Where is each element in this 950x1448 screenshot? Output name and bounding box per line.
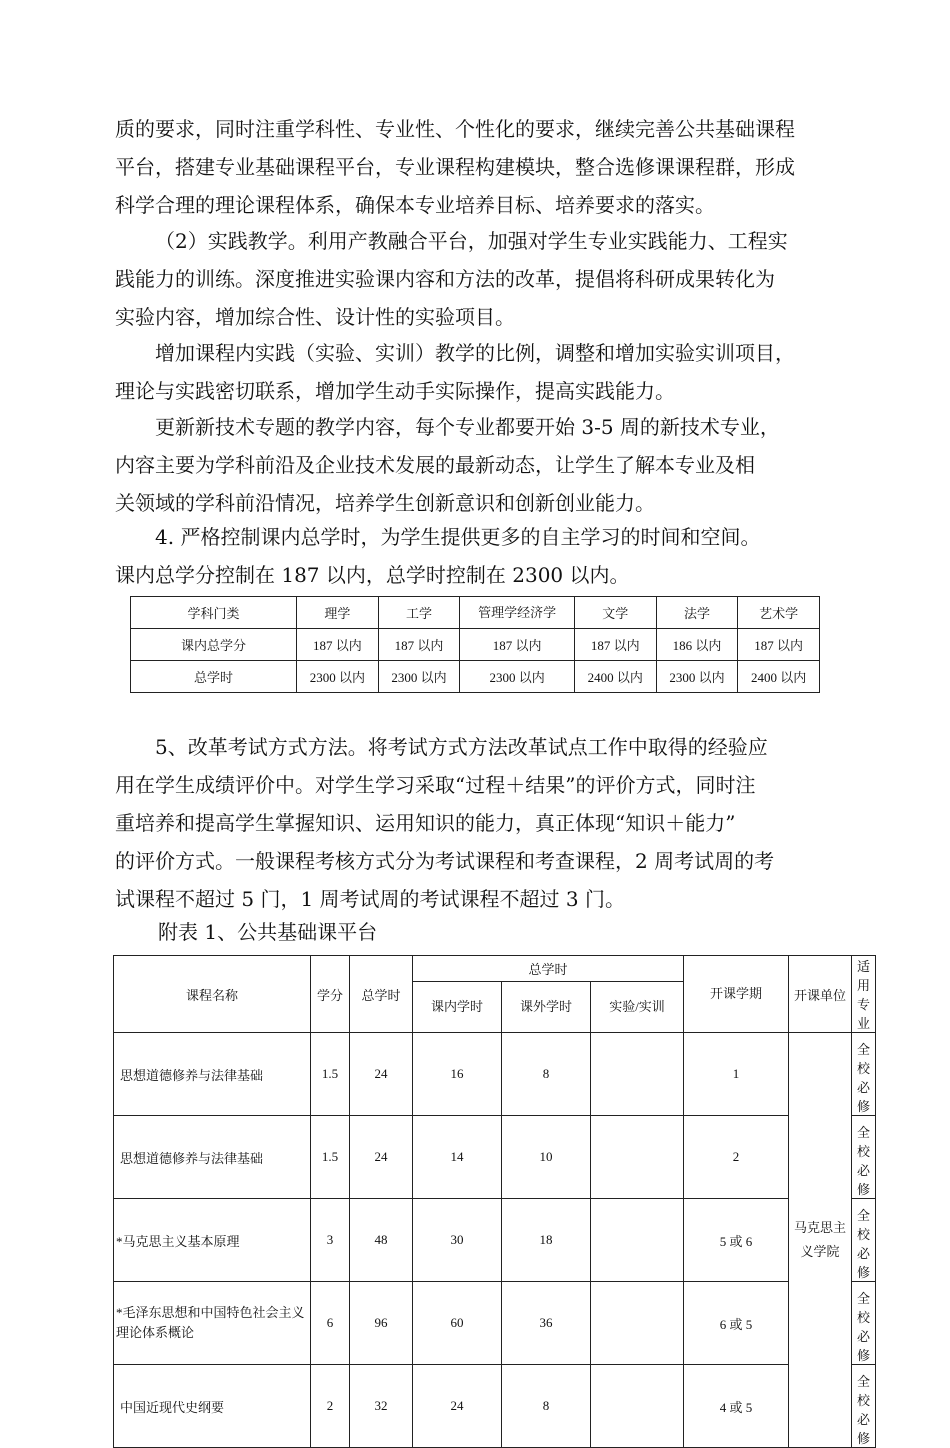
paragraph-6 xyxy=(115,728,837,918)
table-cell: 学科门类 xyxy=(131,597,297,629)
table-row xyxy=(114,1033,876,1116)
text-line: 更新新技术专题的教学内容，每个专业都要开始 3-5 周的新技术专业， xyxy=(155,415,780,439)
text-line: 增加课程内实践（实验、实训）教学的比例，调整和增加实验实训项目， xyxy=(155,341,795,365)
table-cell: 187 以内 xyxy=(297,629,379,661)
text-line: 用在学生成绩评价中。对学生学习采取“过程＋结果”的评价方式，同时注 xyxy=(115,773,756,797)
text-line: 关领域的学科前沿情况，培养学生创新意识和创新创业能力。 xyxy=(115,491,655,515)
course-in: 24 xyxy=(413,1365,502,1448)
course-semester: 2 xyxy=(684,1116,789,1199)
course-total: 24 xyxy=(350,1116,413,1199)
course-semester: 6 或 5 xyxy=(684,1282,789,1365)
course-total: 24 xyxy=(350,1033,413,1116)
header-hours-group: 总学时 xyxy=(413,956,684,982)
course-major: 全校必修 xyxy=(852,1282,876,1365)
course-total: 32 xyxy=(350,1365,413,1448)
text-line: 试课程不超过 5 门，1 周考试周的考试课程不超过 3 门。 xyxy=(115,887,625,911)
credit-hours-table xyxy=(130,596,820,693)
header-credits: 学分 xyxy=(311,956,350,1033)
table-cell: 187 以内 xyxy=(574,629,656,661)
course-out: 10 xyxy=(502,1116,591,1199)
paragraph-3 xyxy=(115,334,837,410)
course-out: 36 xyxy=(502,1282,591,1365)
text-line: 课内总学分控制在 187 以内，总学时控制在 2300 以内。 xyxy=(115,563,630,587)
course-name: 思想道德修养与法律基础 xyxy=(114,1033,311,1116)
header-semester: 开课学期 xyxy=(684,956,789,1033)
text-line: 内容主要为学科前沿及企业技术发展的最新动态，让学生了解本专业及相 xyxy=(115,453,755,477)
course-dept: 马克思主义学院 xyxy=(789,1033,852,1448)
paragraph-4 xyxy=(115,408,837,522)
course-semester: 4 或 5 xyxy=(684,1365,789,1448)
course-major: 全校必修 xyxy=(852,1199,876,1282)
table-cell: 管理学经济学 xyxy=(460,597,575,629)
text-line: 的评价方式。一般课程考核方式分为考试课程和考查课程，2 周考试周的考 xyxy=(115,849,775,873)
header-out-class: 课外学时 xyxy=(502,982,591,1033)
header-course-name: 课程名称 xyxy=(114,956,311,1033)
table-cell: 187 以内 xyxy=(738,629,820,661)
course-semester: 1 xyxy=(684,1033,789,1116)
table-cell: 2300 以内 xyxy=(297,661,379,693)
table-cell: 2300 以内 xyxy=(378,661,460,693)
text-line: 平台，搭建专业基础课程平台，专业课程构建模块，整合选修课课程群，形成 xyxy=(115,155,795,179)
text-line: 5、改革考试方式方法。将考试方式方法改革试点工作中取得的经验应 xyxy=(155,735,768,759)
text-line: 重培养和提高学生掌握知识、运用知识的能力，真正体现“知识＋能力” xyxy=(115,811,736,835)
course-out: 18 xyxy=(502,1199,591,1282)
header-total-hours: 总学时 xyxy=(350,956,413,1033)
table-cell: 2400 以内 xyxy=(574,661,656,693)
table-row xyxy=(114,1199,876,1282)
course-in: 14 xyxy=(413,1116,502,1199)
paragraph-5 xyxy=(115,518,837,594)
text-line: 4. 严格控制课内总学时，为学生提供更多的自主学习的时间和空间。 xyxy=(155,525,761,549)
course-lab xyxy=(591,1365,684,1448)
course-credits: 1.5 xyxy=(311,1033,350,1116)
table-row xyxy=(131,661,820,693)
text-line: 理论与实践密切联系，增加学生动手实际操作，提高实践能力。 xyxy=(115,379,675,403)
course-major: 全校必修 xyxy=(852,1033,876,1116)
course-credits: 3 xyxy=(311,1199,350,1282)
course-lab xyxy=(591,1033,684,1116)
header-major: 适用专业 xyxy=(852,956,876,1033)
text-line: 践能力的训练。深度推进实验课内容和方法的改革，提倡将科研成果转化为 xyxy=(115,267,775,291)
course-total: 96 xyxy=(350,1282,413,1365)
text-line: 质的要求，同时注重学科性、专业性、个性化的要求，继续完善公共基础课程 xyxy=(115,117,795,141)
course-name: 中国近现代史纲要 xyxy=(114,1365,311,1448)
table-row xyxy=(114,1282,876,1365)
course-lab xyxy=(591,1282,684,1365)
table-cell: 课内总学分 xyxy=(131,629,297,661)
table-cell: 理学 xyxy=(297,597,379,629)
header-dept: 开课单位 xyxy=(789,956,852,1033)
table-cell: 艺术学 xyxy=(738,597,820,629)
text-line: 实验内容，增加综合性、设计性的实验项目。 xyxy=(115,305,515,329)
course-lab xyxy=(591,1199,684,1282)
table-cell: 187 以内 xyxy=(460,629,575,661)
course-total: 48 xyxy=(350,1199,413,1282)
course-in: 16 xyxy=(413,1033,502,1116)
table-row xyxy=(114,1116,876,1199)
table-cell: 法学 xyxy=(656,597,738,629)
course-name: *马克思主义基本原理 xyxy=(114,1199,311,1282)
course-credits: 2 xyxy=(311,1365,350,1448)
paragraph-2 xyxy=(115,222,837,336)
course-out: 8 xyxy=(502,1365,591,1448)
course-in: 60 xyxy=(413,1282,502,1365)
table-caption: 附表 1、公共基础课平台 xyxy=(158,920,378,944)
table-cell: 2400 以内 xyxy=(738,661,820,693)
table-cell: 186 以内 xyxy=(656,629,738,661)
course-major: 全校必修 xyxy=(852,1365,876,1448)
public-course-table xyxy=(113,955,876,1448)
text-line: （2）实践教学。利用产教融合平台，加强对学生专业实践能力、工程实 xyxy=(155,229,788,253)
table-row xyxy=(131,597,820,629)
course-out: 8 xyxy=(502,1033,591,1116)
table-cell: 工学 xyxy=(378,597,460,629)
table-cell: 总学时 xyxy=(131,661,297,693)
course-credits: 1.5 xyxy=(311,1116,350,1199)
course-credits: 6 xyxy=(311,1282,350,1365)
course-name: *毛泽东思想和中国特色社会主义理论体系概论 xyxy=(114,1282,311,1365)
table-header-row xyxy=(114,956,876,982)
course-in: 30 xyxy=(413,1199,502,1282)
text-line: 科学合理的理论课程体系，确保本专业培养目标、培养要求的落实。 xyxy=(115,193,715,217)
course-name: 思想道德修养与法律基础 xyxy=(114,1116,311,1199)
table-row xyxy=(131,629,820,661)
course-major: 全校必修 xyxy=(852,1116,876,1199)
table-row xyxy=(114,1365,876,1448)
table-cell: 2300 以内 xyxy=(656,661,738,693)
paragraph-1 xyxy=(115,110,837,224)
table-cell: 187 以内 xyxy=(378,629,460,661)
table-cell: 文学 xyxy=(574,597,656,629)
header-lab: 实验/实训 xyxy=(591,982,684,1033)
course-lab xyxy=(591,1116,684,1199)
table-cell: 2300 以内 xyxy=(460,661,575,693)
course-semester: 5 或 6 xyxy=(684,1199,789,1282)
header-in-class: 课内学时 xyxy=(413,982,502,1033)
